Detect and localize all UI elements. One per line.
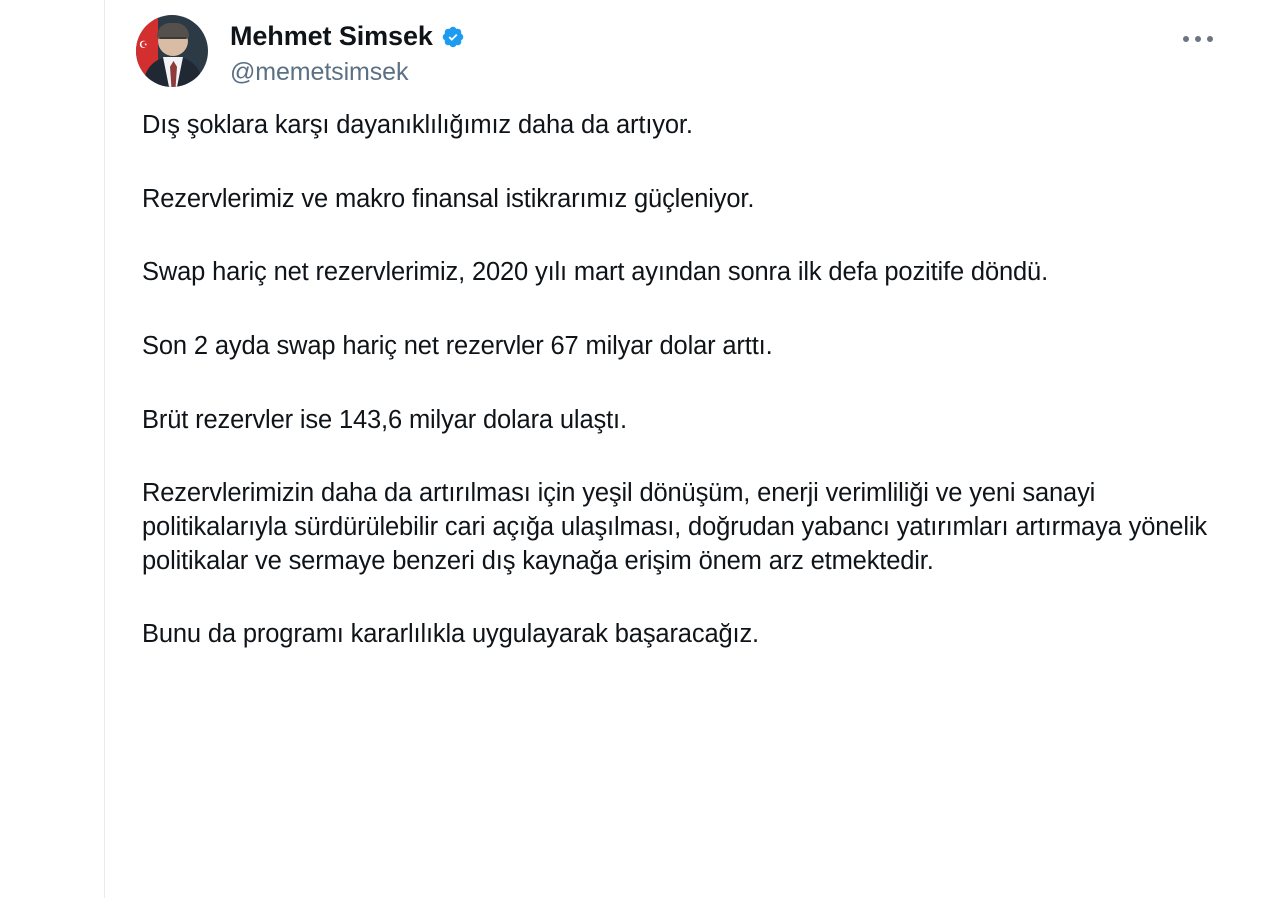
post-paragraph: Bunu da programı kararlılıkla uygulayarak başaracağız. (142, 620, 759, 649)
more-options-button[interactable] (1176, 24, 1220, 54)
post-paragraph: Dış şoklara karşı dayanıklılığımız daha da artıyor. (142, 111, 693, 139)
post-header (104, 10, 1280, 87)
dot-icon (1207, 36, 1213, 42)
star-crescent-icon: ☪ (139, 40, 148, 51)
display-name-row (230, 21, 465, 52)
post-paragraph: Son 2 ayda swap hariç net rezervler 67 milyar dolar arttı. (142, 331, 773, 360)
post-paragraph: Rezervlerimiz ve makro finansal istikrarımız güçleniyor. (142, 184, 755, 213)
post-text (104, 87, 1280, 652)
verified-badge-icon (441, 25, 465, 49)
post-paragraph: Rezervlerimizin daha da artırılması için yeşil dönüşüm, enerji verimliliği ve yeni sanayi politikalarıyla sürdürülebilir cari açığa ulaşılması, doğrudan yabancı yatırımları artırmaya yönelik politikalar ve sermaye benzeri dış kaynağa erişim önem arz etmektedir. (142, 479, 1207, 575)
author-display-name: Mehmet Simsek (230, 21, 433, 51)
author-names (230, 15, 465, 87)
post-card[interactable] (104, 0, 1280, 652)
post-paragraph: Swap hariç net rezervlerimiz, 2020 yılı mart ayından sonra ilk defa pozitife döndü. (142, 258, 1049, 287)
post-paragraph: Brüt rezervler ise 143,6 milyar dolara ulaştı. (142, 405, 627, 434)
dot-icon (1195, 36, 1201, 42)
avatar[interactable] (136, 15, 208, 87)
dot-icon (1183, 36, 1189, 42)
author-handle[interactable]: @memetsimsek (230, 58, 409, 86)
avatar-glasses (160, 37, 186, 44)
